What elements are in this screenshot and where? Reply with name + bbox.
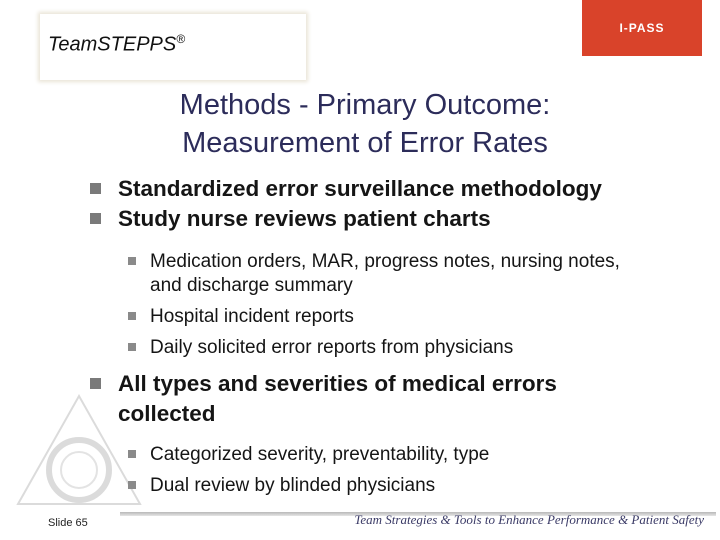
square-bullet-icon — [128, 257, 136, 265]
brand-box — [40, 14, 306, 80]
slide-number: Slide 65 — [48, 517, 88, 529]
square-bullet-icon — [128, 343, 136, 351]
sub-bullet-text: Categorized severity, preventability, type — [150, 444, 490, 465]
bullet-text: Study nurse reviews patient charts — [118, 206, 491, 231]
square-bullet-icon — [90, 378, 101, 389]
slide-title — [120, 86, 610, 162]
brand-team: Team — [48, 33, 98, 56]
bullet-level2 — [84, 441, 714, 468]
square-bullet-icon — [90, 183, 101, 194]
brand-logo-text — [48, 32, 185, 57]
bullet-level1 — [84, 204, 714, 234]
title-line-2: Measurement of Error Rates — [182, 127, 548, 159]
bullet-level2 — [84, 472, 714, 499]
bullet-text: Standardized error surveillance methodology — [118, 176, 602, 201]
title-line-1: Methods - Primary Outcome: — [179, 89, 551, 121]
bullet-level2 — [84, 248, 714, 275]
bullet-level2 — [84, 334, 714, 361]
bullet-text: All types and severities of medical errors — [118, 371, 557, 396]
module-tab: I-PASS — [582, 0, 702, 56]
bullet-level2 — [84, 303, 714, 330]
bullet-level2-continuation — [84, 272, 714, 299]
sub-bullet-text: Dual review by blinded physicians — [150, 475, 436, 496]
sub-bullet-text: Hospital incident reports — [150, 306, 354, 327]
square-bullet-icon — [128, 481, 136, 489]
footer-tagline: Team Strategies & Tools to Enhance Performance & Patient Safety — [354, 512, 704, 527]
square-bullet-icon — [90, 213, 101, 224]
bullet-text: collected — [118, 401, 216, 426]
slide-content — [84, 174, 714, 499]
square-bullet-icon — [128, 312, 136, 320]
sub-bullet-text: Medication orders, MAR, progress notes, nursing notes, — [150, 251, 620, 272]
bullet-level1-continuation — [84, 399, 714, 429]
sub-bullet-text: and discharge summary — [150, 275, 353, 296]
bullet-level1 — [84, 369, 714, 399]
square-bullet-icon — [128, 450, 136, 458]
registered-mark: ® — [176, 32, 186, 46]
brand-stepps: STEPPS — [97, 33, 177, 56]
bullet-level1 — [84, 174, 714, 204]
sub-bullet-text: Daily solicited error reports from physicians — [150, 337, 514, 358]
